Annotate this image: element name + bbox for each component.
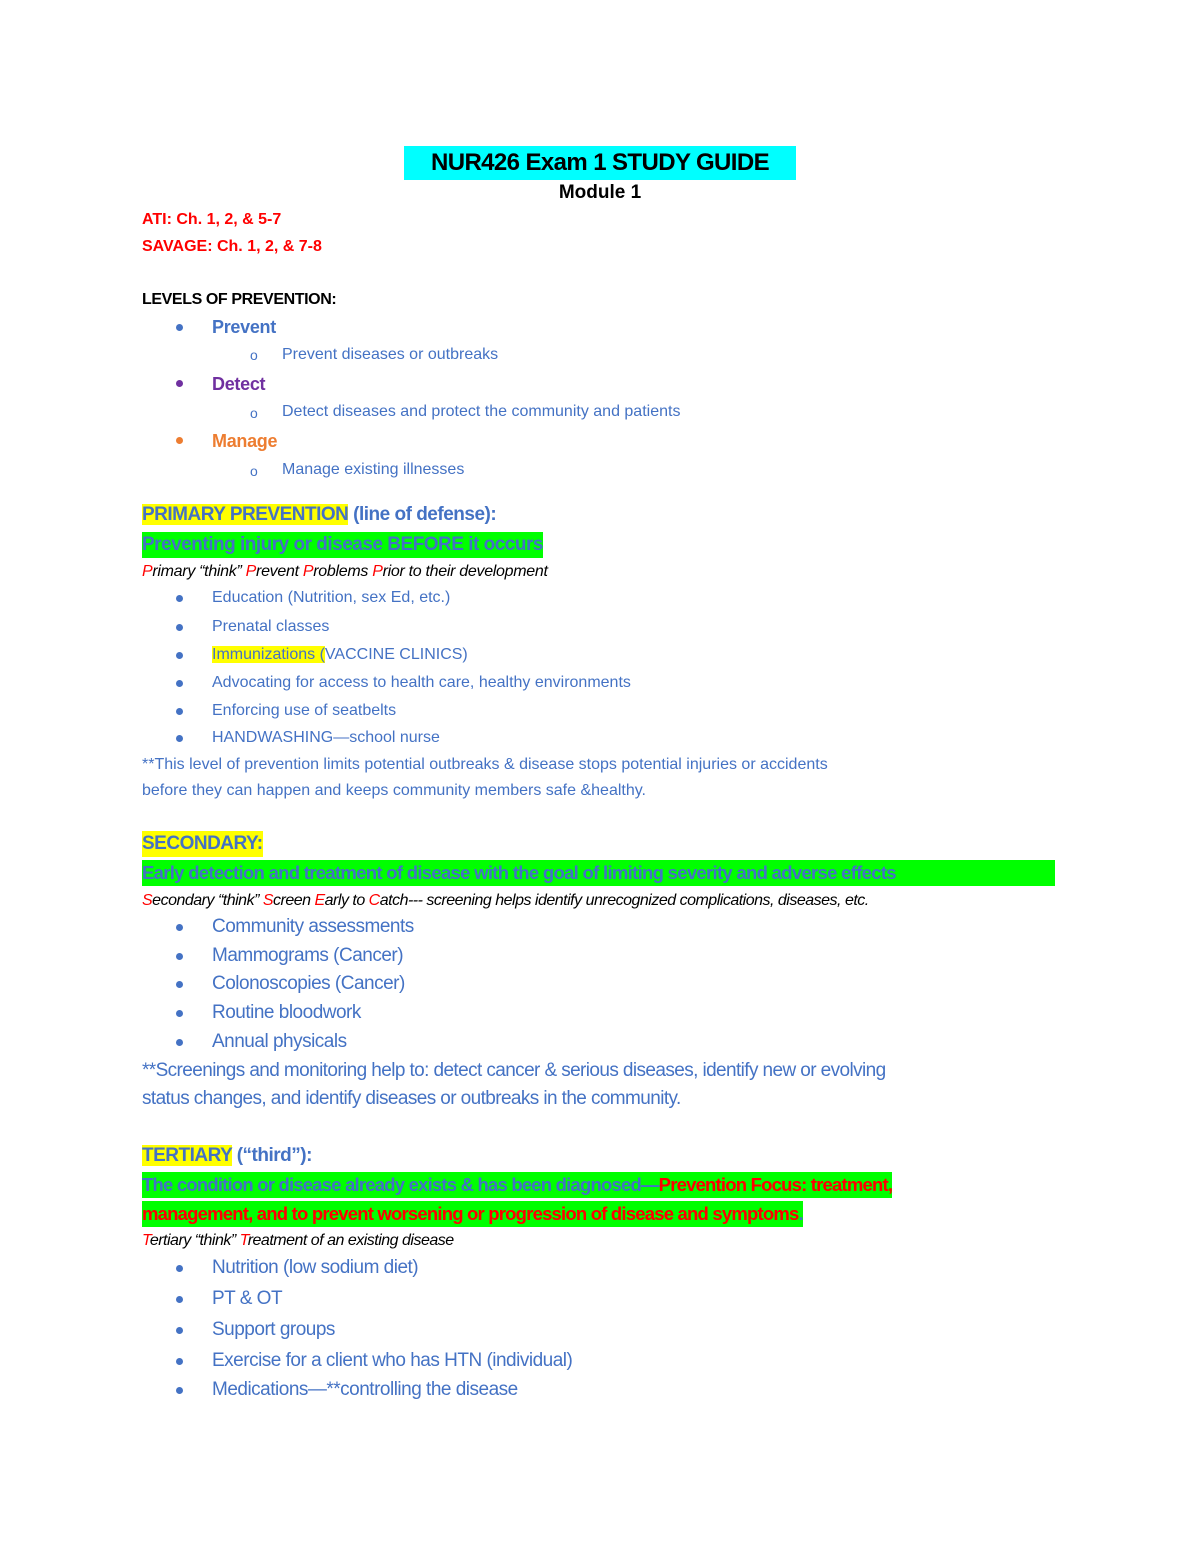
- m: econdary “think”: [152, 892, 263, 909]
- primary-note-line1: **This level of prevention limits potential outbreaks & disease stops potential injuries or accidents: [142, 756, 828, 773]
- m: atch--- screening helps identify unrecognized complications, diseases, etc.: [379, 892, 869, 909]
- d: Prevention Focus: treatment,: [658, 1174, 893, 1195]
- ati-chapters: ATI: Ch. 1, 2, & 5-7: [142, 211, 282, 228]
- bullet-icon: [176, 1010, 183, 1017]
- level-prevent-desc: Prevent diseases or outbreaks: [282, 346, 499, 363]
- m: S: [142, 892, 153, 909]
- bullet-icon: [176, 595, 183, 602]
- bullet-icon: [176, 1387, 183, 1394]
- m: E: [314, 892, 325, 909]
- circle-bullet-icon: o: [250, 347, 258, 363]
- circle-bullet-icon: o: [250, 405, 258, 421]
- bullet-item: Community assessments: [212, 916, 414, 937]
- bullet-icon: [176, 1265, 183, 1272]
- level-manage-desc: Manage existing illnesses: [282, 461, 465, 478]
- level-manage: Manage: [212, 431, 278, 451]
- bullet-item: [212, 642, 468, 668]
- bullet-icon: [176, 652, 183, 659]
- bullet-item: Education (Nutrition, sex Ed, etc.): [212, 589, 451, 606]
- primary-heading-rest: (line of defense):: [348, 504, 497, 525]
- bullet-item: Annual physicals: [212, 1031, 347, 1052]
- m: roblems: [313, 563, 373, 580]
- level-detect-desc: Detect diseases and protect the community and patients: [282, 403, 681, 420]
- primary-heading-label: PRIMARY PREVENTION: [142, 504, 349, 525]
- bullet-icon: [176, 1039, 183, 1046]
- page-title: NUR426 Exam 1 STUDY GUIDE: [404, 146, 796, 180]
- tertiary-definition-line2: [142, 1201, 803, 1227]
- bullet-icon: [176, 437, 183, 444]
- bullet-icon: [176, 981, 183, 988]
- circle-bullet-icon: o: [250, 463, 258, 479]
- bullet-icon: [176, 1296, 183, 1303]
- secondary-mnemonic: [142, 888, 869, 914]
- bullet-icon: [176, 324, 183, 331]
- secondary-heading: SECONDARY:: [142, 831, 263, 857]
- bullet-item: Medications—**controlling the disease: [212, 1379, 518, 1400]
- bullet-item: Routine bloodwork: [212, 1002, 361, 1023]
- primary-mnemonic: [142, 559, 548, 585]
- m: revent: [256, 563, 303, 580]
- m: ertiary “think”: [149, 1232, 240, 1249]
- d: .: [798, 1203, 803, 1224]
- primary-heading: [142, 502, 496, 528]
- bullet-icon: [176, 624, 183, 631]
- savage-chapters: SAVAGE: Ch. 1, 2, & 7-8: [142, 238, 322, 255]
- bullet-icon: [176, 708, 183, 715]
- m: P: [142, 563, 153, 580]
- secondary-note-line2: status changes, and identify diseases or outbreaks in the community.: [142, 1088, 681, 1109]
- level-prevent: Prevent: [212, 317, 276, 337]
- secondary-note-line1: **Screenings and monitoring help to: detect cancer & serious diseases, identify new or evolving: [142, 1060, 886, 1081]
- m: P: [302, 563, 314, 580]
- bullet-icon: [176, 380, 183, 387]
- m: S: [262, 892, 274, 909]
- m: C: [368, 892, 380, 909]
- level-detect: Detect: [212, 374, 266, 394]
- m: P: [372, 563, 383, 580]
- highlighted-text: Immunizations (: [212, 646, 325, 663]
- bullet-item: Mammograms (Cancer): [212, 945, 404, 966]
- bullet-icon: [176, 953, 183, 960]
- m: creen: [273, 892, 315, 909]
- m: arly to: [324, 892, 369, 909]
- m: reatment of an existing disease: [247, 1232, 454, 1249]
- m: T: [239, 1232, 248, 1249]
- d: The condition or disease already exists & has been diagnosed—: [142, 1174, 659, 1195]
- bullet-icon: [176, 1358, 183, 1365]
- text: VACCINE CLINICS): [324, 646, 468, 663]
- primary-note-line2: before they can happen and keeps community members safe &healthy.: [142, 782, 646, 799]
- tertiary-heading: [142, 1143, 312, 1169]
- bullet-icon: [176, 1327, 183, 1334]
- bullet-item: Support groups: [212, 1319, 335, 1340]
- tertiary-heading-rest: (“third”):: [231, 1145, 312, 1166]
- bullet-item: Nutrition (low sodium diet): [212, 1257, 419, 1278]
- bullet-item: Exercise for a client who has HTN (individual): [212, 1350, 573, 1371]
- bullet-icon: [176, 735, 183, 742]
- m: T: [142, 1232, 150, 1249]
- tertiary-mnemonic: [142, 1228, 454, 1254]
- bullet-item: HANDWASHING—school nurse: [212, 729, 440, 746]
- tertiary-definition-line1: [142, 1172, 892, 1198]
- primary-definition: Preventing injury or disease BEFORE it occurs: [142, 532, 543, 558]
- m: P: [245, 563, 257, 580]
- bullet-item: Enforcing use of seatbelts: [212, 702, 397, 719]
- bullet-item: Advocating for access to health care, healthy environments: [212, 674, 631, 691]
- tertiary-heading-label: TERTIARY: [142, 1145, 232, 1166]
- levels-heading: LEVELS OF PREVENTION:: [142, 291, 337, 308]
- bullet-icon: [176, 924, 183, 931]
- bullet-item: PT & OT: [212, 1288, 283, 1309]
- bullet-item: Colonoscopies (Cancer): [212, 973, 405, 994]
- module-subtitle: Module 1: [558, 182, 642, 203]
- m: rior to their development: [382, 563, 548, 580]
- bullet-icon: [176, 680, 183, 687]
- m: rimary “think”: [152, 563, 246, 580]
- bullet-item: Prenatal classes: [212, 618, 330, 635]
- d: management, and to prevent worsening or progression of disease and symptoms: [142, 1203, 799, 1224]
- secondary-definition: Early detection and treatment of disease with the goal of limiting severity and adverse effects: [142, 860, 1055, 886]
